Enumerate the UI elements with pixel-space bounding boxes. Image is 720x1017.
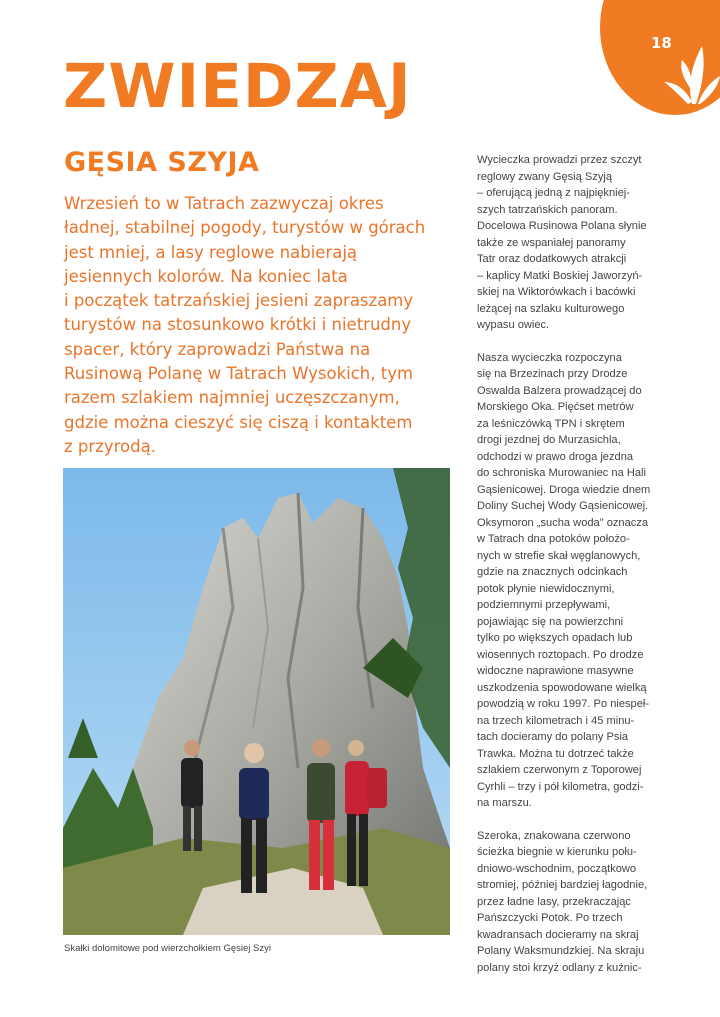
body-line: gdzie na znacznych odcinkach xyxy=(477,566,628,578)
body-line: nych w strefie skał węglanowych, xyxy=(477,549,641,562)
body-line: Docelowa Rusinowa Polana słynie xyxy=(477,220,647,232)
body-line: tach docieramy do polany Psia xyxy=(477,731,629,743)
body-line: szych tatrzańskich panoram. xyxy=(477,203,618,216)
lead-line: turystów na stosunkowo krótki i nietrudny xyxy=(64,315,412,335)
body-line: Oswalda Balzera prowadzącej do xyxy=(477,384,642,397)
lead-line: spacer, który zaprowadzi Państwa na xyxy=(64,339,371,359)
body-line: wypasu owiec. xyxy=(477,319,550,331)
body-line: drogi jezdnej do Murzasichla, xyxy=(477,434,621,446)
body-line: Gąsienicowej. Droga wiedzie dnem xyxy=(477,483,651,496)
leaf-icon xyxy=(662,38,720,106)
body-line: w Tatrach dna potoków położo- xyxy=(477,533,630,545)
body-line: Doliny Suchej Wody Gąsienicowej. xyxy=(477,500,649,512)
page-number: 18 xyxy=(651,34,672,52)
body-line: skiej na Wiktorówkach i bacówki xyxy=(477,286,636,298)
body-line: także ze wspaniałej panoramy xyxy=(477,236,626,249)
body-line: uszkodzenia spowodowane wielką xyxy=(477,681,647,694)
body-line: Trawka. Można tu dotrzeć także xyxy=(477,747,634,760)
body-line: szlakiem czerwonym z Toporowej xyxy=(477,764,642,776)
body-line: Szeroka, znakowana czerwono xyxy=(477,829,631,842)
lead-line: ładnej, stabilnej pogody, turystów w górach xyxy=(64,218,426,238)
body-line: na marszu. xyxy=(477,797,532,809)
body-line: – oferującą jedną z najpiękniej- xyxy=(477,187,630,199)
body-line: wiosennych roztopach. Po drodze xyxy=(477,648,644,661)
body-line: odchodzi w prawo droga jezdna xyxy=(477,450,634,463)
body-line: kwadransach docieramy na skraj xyxy=(477,928,639,941)
body-line: stromiej, później bardziej łagodnie, xyxy=(477,879,648,891)
lead-line: gdzie można cieszyć się ciszą i kontaktem xyxy=(64,412,413,432)
body-line: podziemnymi przepływami, xyxy=(477,599,611,611)
lead-line: Rusinową Polanę w Tatrach Wysokich, tym xyxy=(64,364,414,384)
body-line: dniowo-wschodnim, początkowo xyxy=(477,862,637,875)
body-line: Oksymoron „sucha woda" oznacza xyxy=(477,516,649,529)
lead-paragraph xyxy=(64,192,456,459)
body-line: na trzech kilometrach i 45 minu- xyxy=(477,714,635,727)
body-line: się na Brzezinach przy Drodze xyxy=(477,368,628,380)
body-line: przez ładne lasy, przekraczając xyxy=(477,895,631,908)
body-line: Polany Waksmundzkiej. Na skraju xyxy=(477,945,645,957)
mountain-photo xyxy=(63,468,450,935)
body-line: polany stoi krzyż odlany z kuźnic- xyxy=(477,961,642,974)
body-line: widoczne naprawione masywne xyxy=(477,665,634,677)
body-line: do schroniska Murowaniec na Hali xyxy=(477,467,646,479)
body-line: tylko po większych opadach lub xyxy=(477,632,633,644)
body-line: leżącej na szlaku kulturowego xyxy=(477,302,625,315)
body-line: Tatr oraz dodatkowych atrakcji xyxy=(477,253,627,265)
lead-line: razem szlakiem najmniej uczęszczanym, xyxy=(64,388,400,408)
body-line: reglowy zwany Gęsią Szyją xyxy=(477,170,613,183)
lead-line: i początek tatrzańskiej jesieni zapraszamy xyxy=(64,291,414,311)
body-line: Pańszczycki Potok. Po trzech xyxy=(477,912,623,924)
article-title: GĘSIA SZYJA xyxy=(64,147,260,178)
body-line: Nasza wycieczka rozpoczyna xyxy=(477,351,622,364)
lead-line: jesiennych kolorów. Na koniec lata xyxy=(64,266,348,286)
body-column xyxy=(477,152,667,992)
body-line: potok płynie niewidocznymi, xyxy=(477,582,615,595)
body-line: Morskiego Oka. Pięćset metrów xyxy=(477,401,634,413)
body-line: powodzią w roku 1997. Po niespeł- xyxy=(477,698,650,710)
body-paragraph xyxy=(477,828,667,977)
body-line: ścieżka biegnie w kierunku połu- xyxy=(477,846,637,858)
lead-line: Wrzesień to w Tatrach zazwyczaj okres xyxy=(64,194,384,213)
lead-line: jest mniej, a lasy reglowe nabierają xyxy=(64,242,358,262)
body-line: Wycieczka prowadzi przez szczyt xyxy=(477,154,642,166)
body-line: Cyrhli – trzy i pół kilometra, godzi- xyxy=(477,780,644,793)
photo-caption: Skałki dolomitowe pod wierzchołkiem Gęsiej Szyi xyxy=(64,943,271,954)
body-line: pojawiając się na powierzchni xyxy=(477,615,624,628)
body-paragraph xyxy=(477,152,667,334)
body-line: – kaplicy Matki Boskiej Jaworzyń- xyxy=(477,269,643,282)
lead-line: z przyrodą. xyxy=(64,436,156,456)
body-paragraph xyxy=(477,350,667,812)
body-line: za leśniczówką TPN i skrętem xyxy=(477,417,625,430)
section-title: ZWIEDZAJ xyxy=(63,51,412,122)
